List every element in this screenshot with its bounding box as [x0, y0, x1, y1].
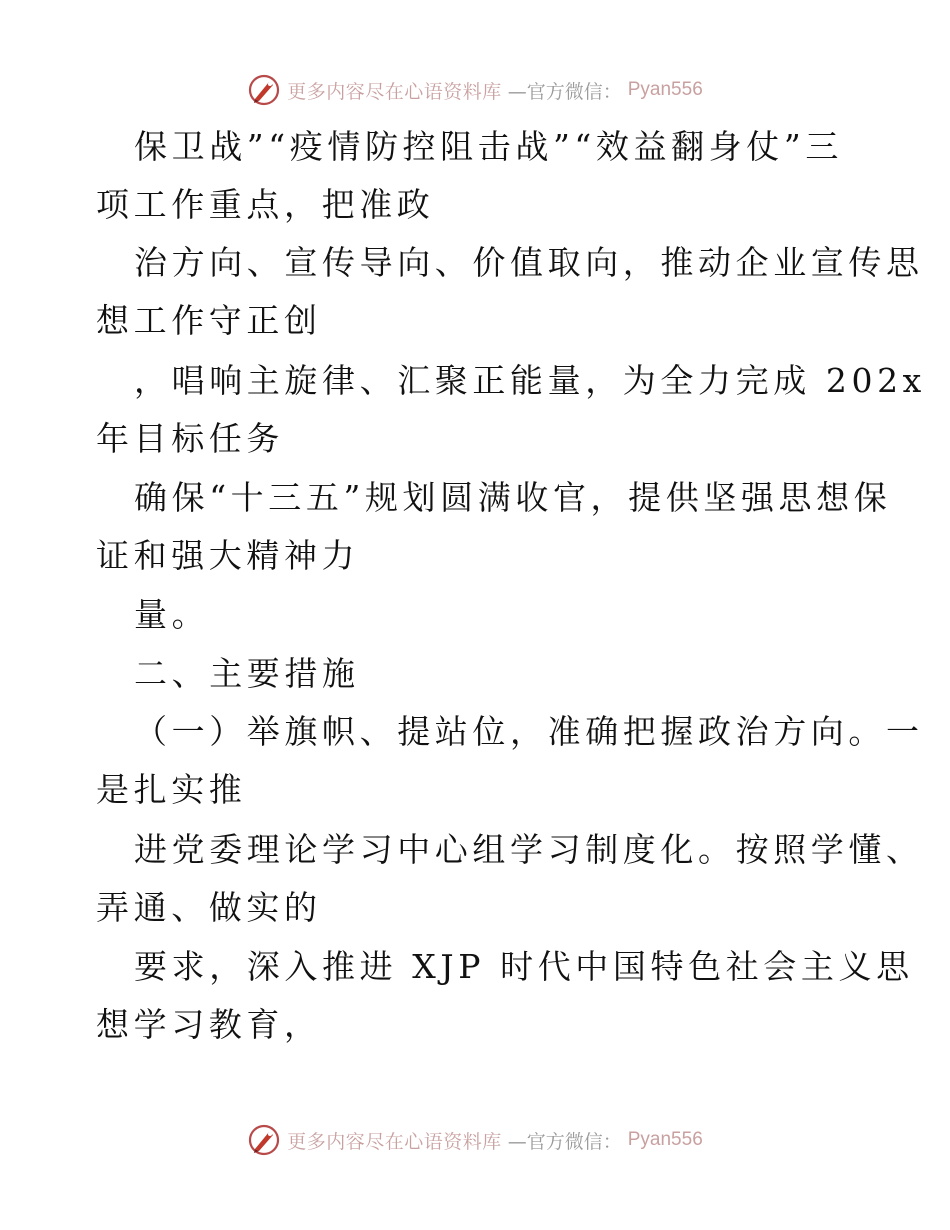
header-watermark: [0, 70, 950, 110]
pen-logo-icon: [247, 1123, 281, 1157]
text-line: （一）举旗帜、提站位，准确把握政治方向。一: [134, 712, 924, 751]
text-line: 想工作守正创: [96, 301, 322, 340]
text-line: 年目标任务: [96, 419, 284, 458]
pen-logo-icon: [247, 73, 281, 107]
footer-watermark: [0, 1120, 950, 1160]
text-line: 项工作重点，把准政: [96, 185, 435, 224]
text-line: 想学习教育，: [96, 1005, 322, 1044]
text-line: 证和强大精神力: [96, 536, 360, 575]
watermark-wechat-id: Pyan556: [627, 1129, 703, 1150]
watermark-wechat-id: Pyan556: [627, 79, 703, 100]
section-heading: 二、主要措施: [134, 654, 360, 693]
text-line: 进党委理论学习中心组学习制度化。按照学懂、: [134, 830, 924, 869]
text-line: ，唱响主旋律、汇聚正能量，为全力完成 202x: [134, 361, 926, 400]
text-line: 量。: [134, 595, 210, 634]
watermark-text: 更多内容尽在心语资料库: [287, 1130, 502, 1153]
text-line: 保卫战”“疫情防控阻击战”“效益翻身仗”三: [134, 127, 843, 166]
text-line: 确保“十三五”规划圆满收官，提供坚强思想保: [134, 478, 892, 517]
watermark-separator: —官方微信：: [507, 1130, 622, 1153]
watermark-text: 更多内容尽在心语资料库: [287, 80, 502, 103]
watermark-separator: —官方微信：: [507, 80, 622, 103]
text-line: 治方向、宣传导向、价值取向，推动企业宣传思: [134, 243, 924, 282]
text-line: 是扎实推: [96, 770, 247, 809]
text-line: 弄通、做实的: [96, 888, 322, 927]
text-line: 要求，深入推进 XJP 时代中国特色社会主义思: [134, 947, 914, 986]
